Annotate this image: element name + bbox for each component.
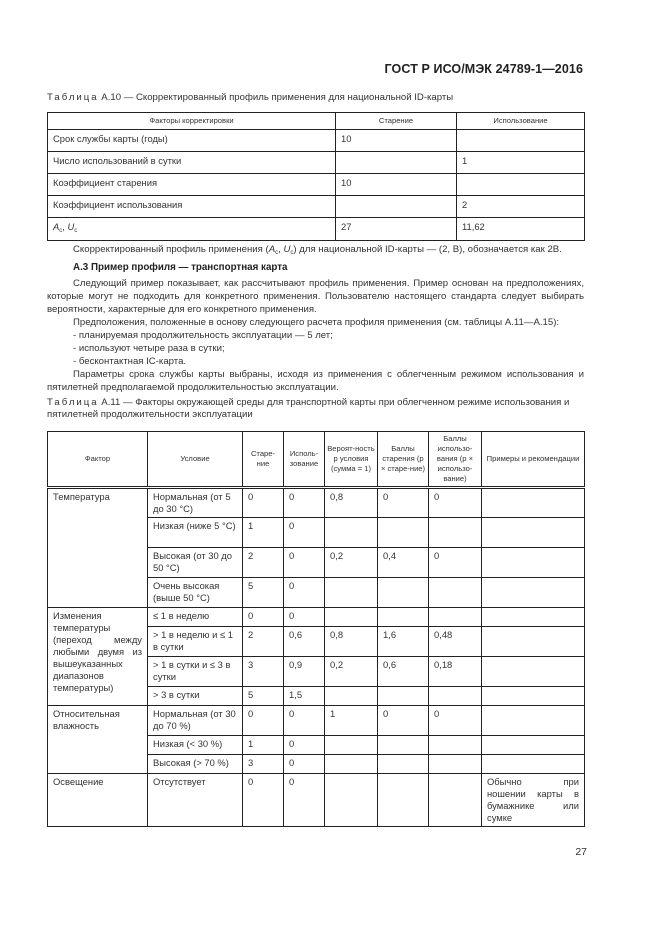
list-item: - планируемая продолжительность эксплуатации — 5 лет; xyxy=(73,330,333,341)
factor-cell: Освещение xyxy=(48,774,148,827)
probability-cell: 0,8 xyxy=(325,627,378,657)
aging-cell: 1 xyxy=(243,736,284,755)
aging-cell: 3 xyxy=(243,755,284,774)
text: ) для национальной ID-карты — (2, B), обозначается как 2B. xyxy=(293,244,562,255)
aging-score-cell: 0 xyxy=(378,488,429,518)
table-header-row xyxy=(48,432,585,488)
condition-cell: Высокая (> 70 %) xyxy=(148,755,243,774)
usage-cell: 0 xyxy=(284,488,325,518)
aging-score-cell xyxy=(378,608,429,627)
paragraph-2: Предположения, положенные в основу следующего расчета профиля применения (см. таблицы А.11—А.15): xyxy=(73,317,560,328)
paragraph-3: Параметры срока службы карты выбраны, исходя из применения с облегченным режимом использования и пятилетней предполагаемой продолжительностью эксплуатации. xyxy=(47,369,584,393)
condition-cell: Отсутствует xyxy=(148,774,243,827)
usage-cell: 0 xyxy=(284,518,325,548)
factor-cell: Коэффициент старения xyxy=(48,174,336,196)
usage-cell: 0 xyxy=(284,608,325,627)
factor-cell: Относительная влажность xyxy=(48,706,148,774)
probability-cell xyxy=(325,687,378,706)
table-caption-text: А.11 — Факторы окружающей среды для транспортной карты при облегченном режиме использования и пятилетней продолжительности эксплуатации xyxy=(47,397,570,420)
column-header-usage: Исполь-зование xyxy=(284,432,325,488)
usage-score-cell: 0 xyxy=(429,488,482,518)
probability-cell xyxy=(325,608,378,627)
usage-cell: 0 xyxy=(284,578,325,608)
subscript: c xyxy=(275,250,279,256)
column-header-aging-score: Баллы старения (p × старе-ние) xyxy=(378,432,429,488)
aging-cell: 5 xyxy=(243,687,284,706)
usage-cell: 0 xyxy=(284,706,325,736)
column-header-condition: Условие xyxy=(148,432,243,488)
table-row xyxy=(48,152,585,174)
examples-cell xyxy=(482,488,585,518)
probability-cell xyxy=(325,736,378,755)
table-row xyxy=(48,608,585,627)
subscript: c xyxy=(74,228,78,234)
condition-cell: Низкая (ниже 5 °C) xyxy=(148,518,243,548)
profile-summary xyxy=(47,243,584,260)
aging-cell: 0 xyxy=(243,608,284,627)
column-header-probability: Вероят-ность p условия (сумма = 1) xyxy=(325,432,378,488)
usage-score-cell xyxy=(429,518,482,548)
factor-cell: Температура xyxy=(48,488,148,608)
probability-cell xyxy=(325,755,378,774)
aging-score-cell: 0,4 xyxy=(378,548,429,578)
aging-cell: 5 xyxy=(243,578,284,608)
table-label: Таблица xyxy=(47,397,99,408)
examples-cell xyxy=(482,657,585,687)
subscript: c xyxy=(290,250,294,256)
examples-cell xyxy=(482,548,585,578)
separator: , xyxy=(62,221,68,232)
aging-cell: 10 xyxy=(336,130,457,152)
symbol-a: A xyxy=(268,244,276,255)
condition-cell: > 3 в сутки xyxy=(148,687,243,706)
aging-cell: 3 xyxy=(243,657,284,687)
probability-cell: 0,8 xyxy=(325,488,378,518)
condition-cell: ≤ 1 в неделю xyxy=(148,608,243,627)
examples-cell xyxy=(482,627,585,657)
symbol-u: U xyxy=(67,221,75,232)
aging-cell: 0 xyxy=(243,706,284,736)
table-a10-caption xyxy=(47,92,587,104)
section-heading: А.3 Пример профиля — транспортная карта xyxy=(73,262,288,273)
column-header-usage-score: Баллы использо-вания (p × использо-вание) xyxy=(429,432,482,488)
list-item: - используют четыре раза в сутки; xyxy=(73,343,225,354)
column-header: Факторы корректировки xyxy=(48,113,336,130)
probability-cell: 0,2 xyxy=(325,548,378,578)
table-row xyxy=(48,196,585,218)
assumption-list xyxy=(73,329,583,368)
table-a11 xyxy=(47,431,585,827)
page-number: 27 xyxy=(575,846,587,858)
probability-cell: 1 xyxy=(325,706,378,736)
table-a11-caption xyxy=(47,397,587,421)
probability-cell xyxy=(325,518,378,548)
aging-score-cell: 0,6 xyxy=(378,657,429,687)
condition-cell: Высокая (от 30 до 50 °C) xyxy=(148,548,243,578)
examples-cell xyxy=(482,755,585,774)
usage-score-cell xyxy=(429,736,482,755)
column-header: Старение xyxy=(336,113,457,130)
usage-cell: 0 xyxy=(284,774,325,827)
examples-cell xyxy=(482,608,585,627)
usage-cell: 0 xyxy=(284,755,325,774)
condition-cell: Нормальная (от 5 до 30 °C) xyxy=(148,488,243,518)
examples-cell: Обычно при ношении карты в бумажнике или сумке xyxy=(482,774,585,827)
column-header: Использование xyxy=(457,113,585,130)
aging-cell: 0 xyxy=(243,774,284,827)
aging-cell: 10 xyxy=(336,174,457,196)
table-row xyxy=(48,774,585,827)
usage-score-cell xyxy=(429,578,482,608)
condition-cell: > 1 в неделю и ≤ 1 в сутки xyxy=(148,627,243,657)
list-item: - бесконтактная IC-карта. xyxy=(73,356,187,367)
condition-cell: Очень высокая (выше 50 °C) xyxy=(148,578,243,608)
aging-cell: 2 xyxy=(243,627,284,657)
paragraph-1: Следующий пример показывает, как рассчитывают профиль применения. Пример основан на предположениях, которые могут не подходить для конкретного применения. Пользователю настоящего стандарта следует выбирать вероятности, характерные для его конкретного применения. xyxy=(47,278,584,315)
table-header-row xyxy=(48,113,585,130)
aging-score-cell xyxy=(378,687,429,706)
aging-score-cell xyxy=(378,755,429,774)
usage-cell xyxy=(457,174,585,196)
aging-score-cell: 0 xyxy=(378,706,429,736)
aging-cell: 2 xyxy=(243,548,284,578)
usage-cell: 0,6 xyxy=(284,627,325,657)
table-row xyxy=(48,218,585,241)
usage-cell xyxy=(457,130,585,152)
examples-cell xyxy=(482,736,585,755)
table-row xyxy=(48,706,585,736)
table-row xyxy=(48,130,585,152)
examples-cell xyxy=(482,578,585,608)
table-label: Таблица xyxy=(47,92,99,103)
probability-cell: 0,2 xyxy=(325,657,378,687)
aging-cell xyxy=(336,152,457,174)
usage-score-cell: 0 xyxy=(429,548,482,578)
separator: , xyxy=(278,244,284,255)
usage-cell: 2 xyxy=(457,196,585,218)
column-header-examples: Примеры и рекомендации xyxy=(482,432,585,488)
table-row xyxy=(48,174,585,196)
table-caption-text: А.10 — Скорректированный профиль применения для национальной ID-карты xyxy=(101,92,454,103)
column-header-aging: Старе-ние xyxy=(243,432,284,488)
condition-cell: Нормальная (от 30 до 70 %) xyxy=(148,706,243,736)
probability-cell xyxy=(325,774,378,827)
text: Скорректированный профиль применения ( xyxy=(73,244,269,255)
aging-score-cell xyxy=(378,774,429,827)
document-code: ГОСТ Р ИСО/МЭК 24789-1—2016 xyxy=(384,62,583,76)
column-header-factor: Фактор xyxy=(48,432,148,488)
table-a10 xyxy=(47,112,585,241)
usage-score-cell xyxy=(429,608,482,627)
aging-cell xyxy=(336,196,457,218)
examples-cell xyxy=(482,706,585,736)
aging-cell: 27 xyxy=(336,218,457,241)
aging-score-cell: 1,6 xyxy=(378,627,429,657)
usage-cell: 0,9 xyxy=(284,657,325,687)
aging-score-cell xyxy=(378,736,429,755)
table-row xyxy=(48,488,585,518)
symbol-a: A xyxy=(53,221,60,232)
subscript: c xyxy=(59,228,63,234)
condition-cell: Низкая (< 30 %) xyxy=(148,736,243,755)
usage-score-cell xyxy=(429,755,482,774)
factor-cell xyxy=(48,218,336,241)
usage-score-cell xyxy=(429,774,482,827)
aging-cell: 0 xyxy=(243,488,284,518)
usage-cell: 0 xyxy=(284,736,325,755)
examples-cell xyxy=(482,687,585,706)
aging-score-cell xyxy=(378,578,429,608)
factor-cell: Изменения температуры (переход между любыми двумя из вышеуказанных диапазонов температуры) xyxy=(48,608,148,706)
usage-cell: 1 xyxy=(457,152,585,174)
usage-cell: 0 xyxy=(284,548,325,578)
usage-score-cell xyxy=(429,687,482,706)
aging-score-cell xyxy=(378,518,429,548)
factor-cell: Число использований в сутки xyxy=(48,152,336,174)
factor-cell: Коэффициент использования xyxy=(48,196,336,218)
probability-cell xyxy=(325,578,378,608)
usage-cell: 1,5 xyxy=(284,687,325,706)
usage-cell: 11,62 xyxy=(457,218,585,241)
examples-cell xyxy=(482,518,585,548)
condition-cell: > 1 в сутки и ≤ 3 в сутки xyxy=(148,657,243,687)
aging-cell: 1 xyxy=(243,518,284,548)
usage-score-cell: 0 xyxy=(429,706,482,736)
symbol-u: U xyxy=(283,244,291,255)
usage-score-cell: 0,18 xyxy=(429,657,482,687)
usage-score-cell: 0,48 xyxy=(429,627,482,657)
factor-cell: Срок службы карты (годы) xyxy=(48,130,336,152)
